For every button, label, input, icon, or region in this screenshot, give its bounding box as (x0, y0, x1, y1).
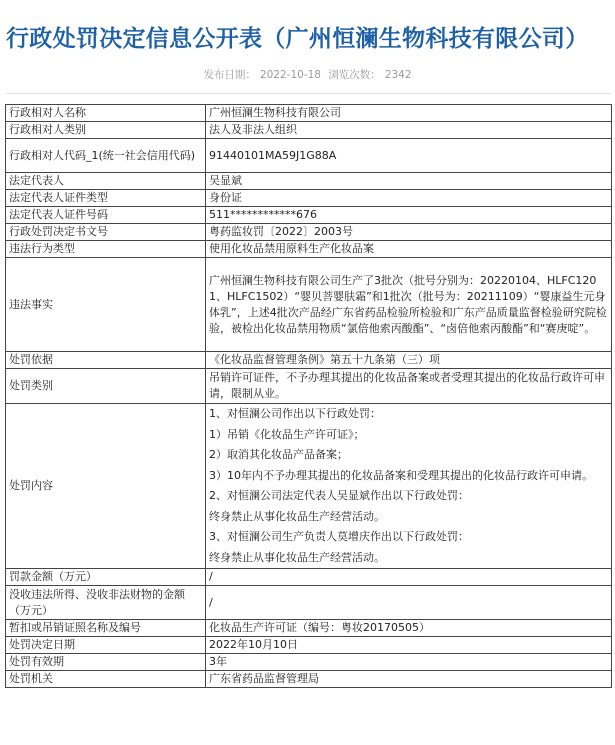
row-value: 使用化妆品禁用原料生产化妆品案 (206, 241, 612, 258)
penalty-line: 终身禁止从事化妆品生产经营活动。 (209, 509, 385, 523)
header-divider (6, 93, 611, 94)
page-title: 行政处罚决定信息公开表（广州恒澜生物科技有限公司） (6, 26, 589, 52)
table-row (6, 404, 612, 569)
table-row (6, 569, 612, 586)
row-key: 处罚类别 (6, 369, 206, 404)
article-meta (0, 67, 615, 82)
table-row (6, 258, 612, 352)
row-value: 511************676 (206, 207, 612, 224)
row-value: 广东省药品监督管理局 (206, 671, 612, 688)
row-key: 行政相对人代码_1(统一社会信用代码) (6, 139, 206, 173)
row-key: 罚款金额（万元） (6, 569, 206, 586)
row-key: 处罚内容 (6, 404, 206, 569)
table-row (6, 620, 612, 637)
row-value: / (206, 569, 612, 586)
row-key: 处罚依据 (6, 352, 206, 369)
row-key: 行政相对人类别 (6, 122, 206, 139)
row-value: 吴显斌 (206, 173, 612, 190)
table-row (6, 352, 612, 369)
row-value: 《化妆品监督管理条例》第五十九条第（三）项 (206, 352, 612, 369)
row-value: 身份证 (206, 190, 612, 207)
table-row (6, 139, 612, 173)
penalty-line: 3、对恒澜公司生产负责人莫增庆作出以下行政处罚： (209, 530, 469, 543)
row-value: 法人及非法人组织 (206, 122, 612, 139)
row-key: 行政相对人名称 (6, 105, 206, 122)
publish-date-label: 发布日期： (203, 69, 256, 81)
table-row (6, 637, 612, 654)
row-key: 处罚决定日期 (6, 637, 206, 654)
row-value: 化妆品生产许可证（编号：粤妆20170505） (206, 620, 612, 637)
penalty-line: 1）吊销《化妆品生产许可证》； (209, 427, 365, 441)
table-row (6, 241, 612, 258)
penalty-line: 2）取消其化妆品产品备案； (209, 448, 348, 461)
row-value: / (206, 586, 612, 620)
row-key: 法定代表人证件号码 (6, 207, 206, 224)
row-value: 粤药监妆罚〔2022〕2003号 (206, 224, 612, 241)
penalty-line: 2、对恒澜公司法定代表人吴显斌作出以下行政处罚： (209, 489, 469, 502)
row-key: 法定代表人证件类型 (6, 190, 206, 207)
table-row (6, 207, 612, 224)
penalty-line: 终身禁止从事化妆品生产经营活动。 (209, 550, 385, 564)
row-key: 违法事实 (6, 258, 206, 352)
views-label: 浏览次数： (328, 69, 381, 81)
row-value: 3年 (206, 654, 612, 671)
table-row (6, 105, 612, 122)
views-count: 2342 (384, 69, 412, 81)
table-row (6, 173, 612, 190)
table-row (6, 122, 612, 139)
row-key: 没收违法所得、没收非法财物的金额（万元） (6, 586, 206, 620)
row-key: 暂扣或吊销证照名称及编号 (6, 620, 206, 637)
penalty-line: 1、对恒澜公司作出以下行政处罚： (209, 407, 381, 420)
table-row (6, 190, 612, 207)
row-key: 行政处罚决定书文号 (6, 224, 206, 241)
table-row (6, 224, 612, 241)
penalty-line: 3）10年内不予办理其提出的化妆品备案和受理其提出的化妆品行政许可申请。 (209, 468, 593, 482)
row-value: 2022年10月10日 (206, 637, 612, 654)
row-value: 91440101MA59J1G88A (206, 139, 612, 173)
publish-date: 2022-10-18 (259, 69, 321, 81)
table-row (6, 671, 612, 688)
table-row (6, 654, 612, 671)
table-row (6, 369, 612, 404)
row-key: 违法行为类型 (6, 241, 206, 258)
row-key: 处罚有效期 (6, 654, 206, 671)
row-key: 处罚机关 (6, 671, 206, 688)
row-value-list (206, 404, 612, 569)
row-key: 法定代表人 (6, 173, 206, 190)
row-value: 广州恒澜生物科技有限公司生产了3批次（批号分别为：20220104、HLFC1201、HLFC1502）“婴贝菩婴肤霜”和1批次（批号为：20211109）“婴康益生元身体乳”，上述4批次产品经广东省药品检验所检验和广东产品质量监督检验研究院检验，被检出化妆品禁用物质“氯倍他索丙酸酯”、“卤倍他索丙酸酯”和“赛庚啶”。 (206, 258, 612, 352)
row-value: 广州恒澜生物科技有限公司 (206, 105, 612, 122)
penalty-info-table (5, 104, 612, 688)
table-row (6, 586, 612, 620)
row-value: 吊销许可证件，不予办理其提出的化妆品备案或者受理其提出的化妆品行政许可申请，限制从业。 (206, 369, 612, 404)
